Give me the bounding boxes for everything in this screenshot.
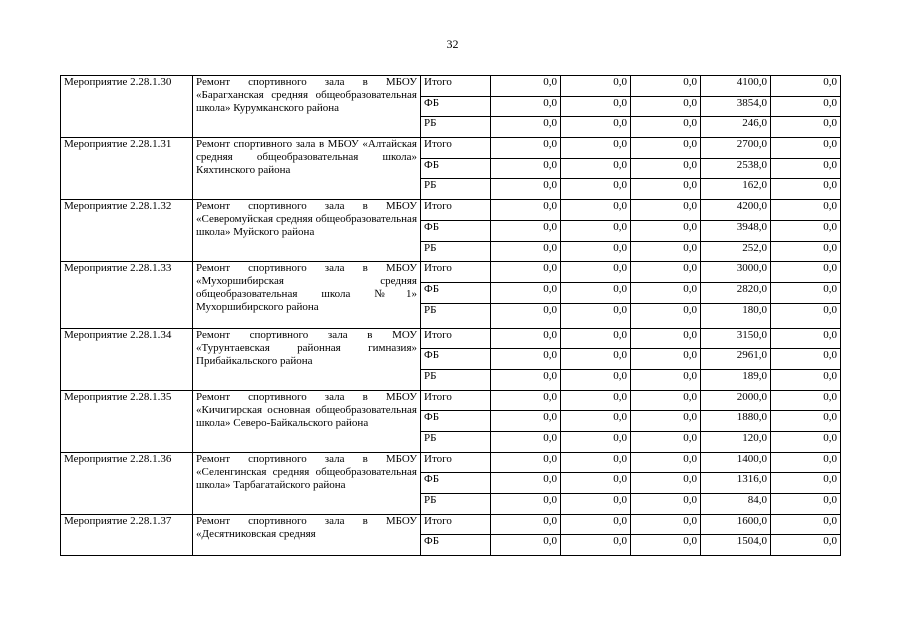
amount-cell: 0,0 [771,262,841,283]
measure-description: Ремонт спортивного зала в МБОУ «Десятниковская средняя [193,514,421,555]
amount-cell: 0,0 [631,473,701,494]
amount-cell: 0,0 [491,349,561,370]
amount-cell: 0,0 [631,96,701,117]
table-row [61,138,841,159]
amount-cell: 0,0 [491,432,561,453]
funding-source: Итого [421,514,491,535]
amount-cell: 0,0 [561,349,631,370]
amount-cell: 0,0 [561,158,631,179]
amount-cell: 2961,0 [701,349,771,370]
amount-cell: 0,0 [771,96,841,117]
funding-source: Итого [421,200,491,221]
table-row [61,452,841,473]
funding-source: Итого [421,452,491,473]
amount-cell: 1880,0 [701,411,771,432]
amount-cell: 0,0 [561,262,631,283]
amount-cell: 0,0 [631,303,701,328]
amount-cell: 0,0 [491,369,561,390]
amount-cell: 0,0 [631,390,701,411]
amount-cell: 1316,0 [701,473,771,494]
funding-source: Итого [421,328,491,349]
funding-source: РБ [421,494,491,515]
amount-cell: 189,0 [701,369,771,390]
funding-source: Итого [421,390,491,411]
amount-cell: 180,0 [701,303,771,328]
measure-description: Ремонт спортивного зала в МБОУ «Селенгинская средняя общеобразовательная школа» Тарбагатайского района [193,452,421,514]
amount-cell: 4100,0 [701,76,771,97]
amount-cell: 1504,0 [701,535,771,556]
amount-cell: 0,0 [771,158,841,179]
funding-source: РБ [421,179,491,200]
measure-description: Ремонт спортивного зала в МБОУ «Кичигирская основная общеобразовательная школа» Северо-Байкальского района [193,390,421,452]
amount-cell: 0,0 [631,328,701,349]
funding-source: ФБ [421,158,491,179]
amount-cell: 0,0 [491,535,561,556]
funding-source: ФБ [421,220,491,241]
amount-cell: 0,0 [491,76,561,97]
amount-cell: 0,0 [771,241,841,262]
amount-cell: 162,0 [701,179,771,200]
amount-cell: 0,0 [771,369,841,390]
amount-cell: 0,0 [491,179,561,200]
amount-cell: 0,0 [561,369,631,390]
amount-cell: 1600,0 [701,514,771,535]
table-row [61,76,841,97]
amount-cell: 0,0 [771,220,841,241]
amount-cell: 0,0 [631,411,701,432]
measure-label: Мероприятие 2.28.1.31 [61,138,193,200]
funding-source: РБ [421,241,491,262]
amount-cell: 0,0 [491,514,561,535]
amount-cell: 0,0 [561,241,631,262]
amount-cell: 0,0 [491,262,561,283]
amount-cell: 0,0 [561,390,631,411]
amount-cell: 0,0 [771,411,841,432]
amount-cell: 0,0 [631,452,701,473]
funding-source: ФБ [421,411,491,432]
amount-cell: 0,0 [771,200,841,221]
amount-cell: 0,0 [491,220,561,241]
amount-cell: 0,0 [491,200,561,221]
amount-cell: 0,0 [561,514,631,535]
amount-cell: 0,0 [771,328,841,349]
funding-source: РБ [421,432,491,453]
amount-cell: 2000,0 [701,390,771,411]
funding-source: РБ [421,369,491,390]
amount-cell: 120,0 [701,432,771,453]
funding-source: ФБ [421,473,491,494]
measure-label: Мероприятие 2.28.1.37 [61,514,193,555]
page-number: 32 [446,37,459,51]
measure-label: Мероприятие 2.28.1.32 [61,200,193,262]
funding-source: Итого [421,138,491,159]
measure-label: Мероприятие 2.28.1.35 [61,390,193,452]
amount-cell: 3150,0 [701,328,771,349]
budget-table [60,75,841,556]
amount-cell: 0,0 [631,200,701,221]
amount-cell: 2700,0 [701,138,771,159]
measure-description: Ремонт спортивного зала в МБОУ «Северомуйская средняя общеобразовательная школа» Муйского района [193,200,421,262]
funding-source: ФБ [421,96,491,117]
amount-cell: 0,0 [631,535,701,556]
measure-description: Ремонт спортивного зала в МБОУ «Алтайская средняя общеобразовательная школа» Кяхтинского района [193,138,421,200]
amount-cell: 0,0 [631,220,701,241]
funding-source: ФБ [421,535,491,556]
amount-cell: 252,0 [701,241,771,262]
amount-cell: 0,0 [631,432,701,453]
amount-cell: 0,0 [771,452,841,473]
table-row [61,262,841,283]
table-row [61,328,841,349]
amount-cell: 0,0 [631,282,701,303]
funding-source: ФБ [421,349,491,370]
funding-source: РБ [421,303,491,328]
amount-cell: 0,0 [561,76,631,97]
amount-cell: 0,0 [631,158,701,179]
amount-cell: 0,0 [631,514,701,535]
amount-cell: 3854,0 [701,96,771,117]
amount-cell: 0,0 [631,369,701,390]
amount-cell: 0,0 [561,535,631,556]
amount-cell: 84,0 [701,494,771,515]
measure-label: Мероприятие 2.28.1.34 [61,328,193,390]
amount-cell: 0,0 [631,494,701,515]
amount-cell: 0,0 [561,494,631,515]
funding-source: Итого [421,76,491,97]
amount-cell: 0,0 [561,432,631,453]
amount-cell: 0,0 [771,303,841,328]
amount-cell: 0,0 [771,138,841,159]
amount-cell: 0,0 [491,452,561,473]
amount-cell: 0,0 [771,179,841,200]
amount-cell: 0,0 [561,179,631,200]
measure-description: Ремонт спортивного зала в МОУ «Турунтаевская районная гимназия» Прибайкальского района [193,328,421,390]
amount-cell: 0,0 [771,117,841,138]
amount-cell: 0,0 [771,282,841,303]
table-row [61,200,841,221]
amount-cell: 0,0 [561,411,631,432]
amount-cell: 0,0 [771,76,841,97]
amount-cell: 0,0 [491,241,561,262]
amount-cell: 0,0 [561,328,631,349]
amount-cell: 0,0 [561,220,631,241]
amount-cell: 0,0 [561,452,631,473]
amount-cell: 0,0 [771,390,841,411]
amount-cell: 0,0 [491,390,561,411]
amount-cell: 0,0 [491,411,561,432]
measure-label: Мероприятие 2.28.1.30 [61,76,193,138]
funding-source: ФБ [421,282,491,303]
amount-cell: 0,0 [771,432,841,453]
amount-cell: 0,0 [561,200,631,221]
measure-description: Ремонт спортивного зала в МБОУ «Барагханская средняя общеобразовательная школа» Курумканского района [193,76,421,138]
amount-cell: 0,0 [561,117,631,138]
amount-cell: 0,0 [561,138,631,159]
amount-cell: 0,0 [491,96,561,117]
amount-cell: 4200,0 [701,200,771,221]
amount-cell: 0,0 [491,158,561,179]
amount-cell: 0,0 [561,303,631,328]
amount-cell: 0,0 [771,473,841,494]
table-row [61,390,841,411]
amount-cell: 0,0 [561,282,631,303]
amount-cell: 0,0 [491,282,561,303]
amount-cell: 0,0 [491,328,561,349]
amount-cell: 0,0 [631,76,701,97]
amount-cell: 0,0 [491,138,561,159]
funding-source: РБ [421,117,491,138]
amount-cell: 0,0 [491,494,561,515]
amount-cell: 0,0 [631,138,701,159]
amount-cell: 2820,0 [701,282,771,303]
measure-description: Ремонт спортивного зала в МБОУ «Мухоршибирская средняя общеобразовательная школа №1» Мухоршибирского района [193,262,421,328]
amount-cell: 3000,0 [701,262,771,283]
amount-cell: 0,0 [561,473,631,494]
amount-cell: 0,0 [631,349,701,370]
amount-cell: 0,0 [491,303,561,328]
amount-cell: 0,0 [491,473,561,494]
amount-cell: 0,0 [771,535,841,556]
amount-cell: 0,0 [631,117,701,138]
amount-cell: 3948,0 [701,220,771,241]
amount-cell: 0,0 [631,262,701,283]
table-row [61,514,841,535]
amount-cell: 0,0 [491,117,561,138]
amount-cell: 0,0 [771,514,841,535]
amount-cell: 2538,0 [701,158,771,179]
measure-label: Мероприятие 2.28.1.33 [61,262,193,328]
amount-cell: 0,0 [631,179,701,200]
amount-cell: 0,0 [631,241,701,262]
funding-source: Итого [421,262,491,283]
amount-cell: 246,0 [701,117,771,138]
budget-table-body [61,76,841,556]
amount-cell: 0,0 [561,96,631,117]
amount-cell: 1400,0 [701,452,771,473]
amount-cell: 0,0 [771,494,841,515]
measure-label: Мероприятие 2.28.1.36 [61,452,193,514]
amount-cell: 0,0 [771,349,841,370]
